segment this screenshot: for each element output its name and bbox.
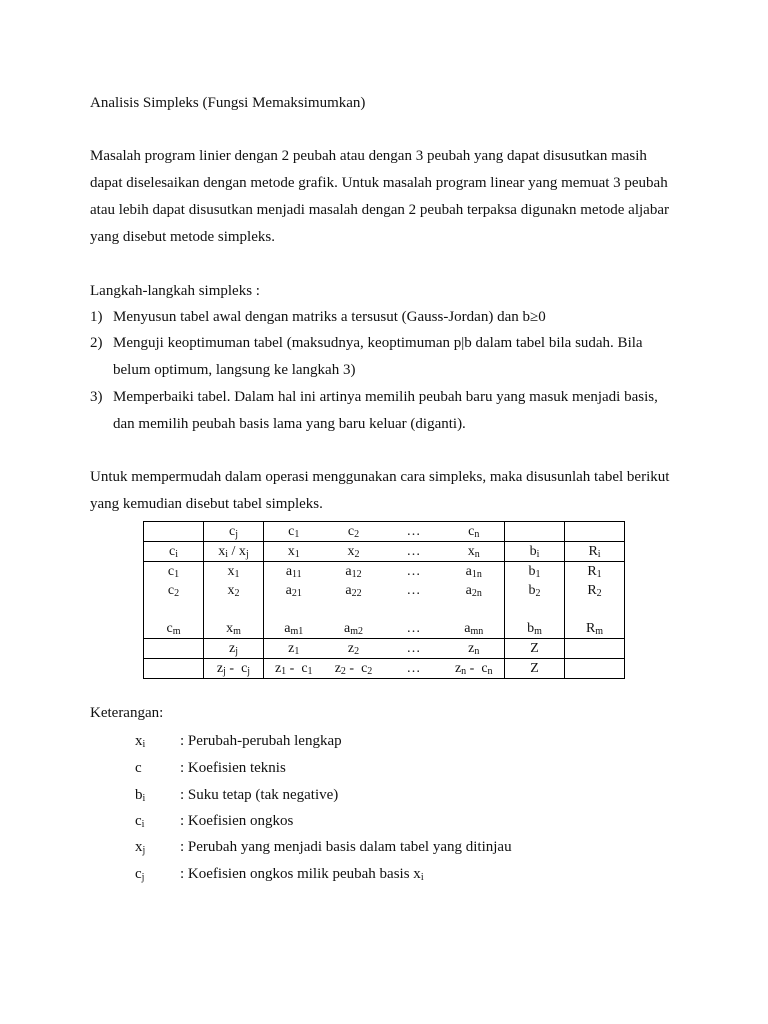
cell: $x_m$ [204,619,264,639]
cell: $x_2$ [204,581,264,600]
cell [565,659,625,679]
cell: $a_{1n}$ [444,562,505,582]
table-row-cj [144,522,625,542]
legend-description: : Perubah yang menjadi basis dalam tabel yang ditinjau [180,839,512,855]
cell: $b_i$ [505,542,565,562]
cell: $z_n - c_n$ [444,659,505,679]
step-1-number: 1) [90,309,103,325]
cell: $a_{21}$ [264,581,324,600]
cell: $c_i$ [144,542,204,562]
cell: $z_1$ [264,639,324,659]
cell: $a_{12}$ [345,564,362,580]
intro-line-3: atau lebih dapat disusutkan menjadi masalah dengan 2 peubah terpaksa digunakn metode aljabar [90,202,669,218]
cell [144,639,204,659]
keterangan-heading: Keterangan: [90,705,164,721]
cell: … [384,542,444,562]
step-2-text-line-1: Menguji keoptimuman tabel (maksudnya, keoptimuman p|b dalam tabel bila sudah. Bila [113,335,643,351]
legend-symbol: $c_i$ [135,813,145,830]
legend-description: : Suku tetap (tak negative) [180,787,339,803]
table-row-zj [144,639,625,659]
cell: $x_n$ [444,542,505,562]
cell: … [406,583,421,598]
cell: $z_2 - c_2$ [324,659,384,679]
cell: … [384,522,444,542]
table-row-m [144,619,625,639]
cell: $z_n$ [444,639,505,659]
intro-line-1: Masalah program linier dengan 2 peubah atau dengan 3 peubah yang dapat disusutkan masih [90,148,647,164]
cell: $a_{22}$ [345,583,362,599]
intro-line-2: dapat diselesaikan dengan metode grafik. Untuk masalah program linear yang memuat 3 peubah [90,175,668,191]
cell: $b_1$ [505,562,565,582]
cell: … [406,564,421,579]
cell: $c_1$ [144,562,204,582]
step-3-text-line-1: Memperbaiki tabel. Dalam hal ini artinya memilih peubah baru yang masuk menjadi basis, [113,389,658,405]
legend-symbol: $b_i$ [135,787,146,804]
legend-description: : Koefisien ongkos milik peubah basis $x_i$ [180,866,424,883]
cell: $c_m$ [144,619,204,639]
cell: Z [505,639,565,659]
cell: $c_j$ [204,522,264,542]
table-intro-line-1: Untuk mempermudah dalam operasi menggunakan cara simpleks, maka disusunlah tabel berikut [90,469,670,485]
cell: … [384,619,444,639]
table-row-2 [144,581,625,600]
step-3-text-line-2: dan memilih peubah basis lama yang baru keluar (diganti). [113,416,466,432]
cell: $x_1$ [264,542,324,562]
cell [144,659,204,679]
legend-symbol: $x_i$ [135,733,146,750]
cell: $z_j$ [204,639,264,659]
legend-symbol: $x_j$ [135,839,146,856]
cell [144,522,204,542]
table-row-header [144,542,625,562]
table-row-zj-cj [144,659,625,679]
cell: … [384,639,444,659]
cell: $x_2$ [324,542,384,562]
cell: Z [505,659,565,679]
cell: $c_2$ [144,581,204,600]
step-3-number: 3) [90,389,103,405]
cell: $R_m$ [565,619,625,639]
cell: $z_1 - c_1$ [264,659,324,679]
cell [565,639,625,659]
cell: $c_2$ [324,522,384,542]
step-2-text-line-2: belum optimum, langsung ke langkah 3) [113,362,356,378]
step-1-text: Menyusun tabel awal dengan matriks a tersusut (Gauss-Jordan) dan b≥0 [113,309,546,325]
cell: $z_j - c_j$ [204,659,264,679]
cell: $x_1$ [204,562,264,582]
cell: $c_n$ [444,522,505,542]
cell: $a_{11}$ [264,562,324,582]
table-row-spacer [144,600,625,619]
simplex-table [143,521,625,679]
legend-description: : Koefisien ongkos [180,813,294,829]
cell: $b_m$ [505,619,565,639]
legend-symbol: c [135,760,142,776]
cell: $z_2$ [324,639,384,659]
cell: $b_2$ [505,581,565,600]
intro-line-4: yang disebut metode simpleks. [90,229,275,245]
legend-description: : Koefisien teknis [180,760,286,776]
cell: $R_2$ [565,581,625,600]
cell: $x_i / x_j$ [204,542,264,562]
step-2-number: 2) [90,335,103,351]
cell: $a_{m2}$ [324,619,384,639]
legend-symbol: $c_j$ [135,866,145,883]
legend-description: : Perubah-perubah lengkap [180,733,342,749]
cell: $a_{mn}$ [444,619,505,639]
cell: … [384,659,444,679]
steps-heading: Langkah-langkah simpleks : [90,283,260,299]
cell: $R_i$ [565,542,625,562]
cell [505,522,565,542]
cell: $a_{m1}$ [264,619,324,639]
table-intro-line-2: yang kemudian disebut tabel simpleks. [90,496,323,512]
table-row-1 [144,562,625,582]
cell [565,522,625,542]
cell: $c_1$ [264,522,324,542]
cell: $a_{2n}$ [444,581,505,600]
cell: $R_1$ [565,562,625,582]
page-title: Analisis Simpleks (Fungsi Memaksimumkan) [90,95,366,111]
